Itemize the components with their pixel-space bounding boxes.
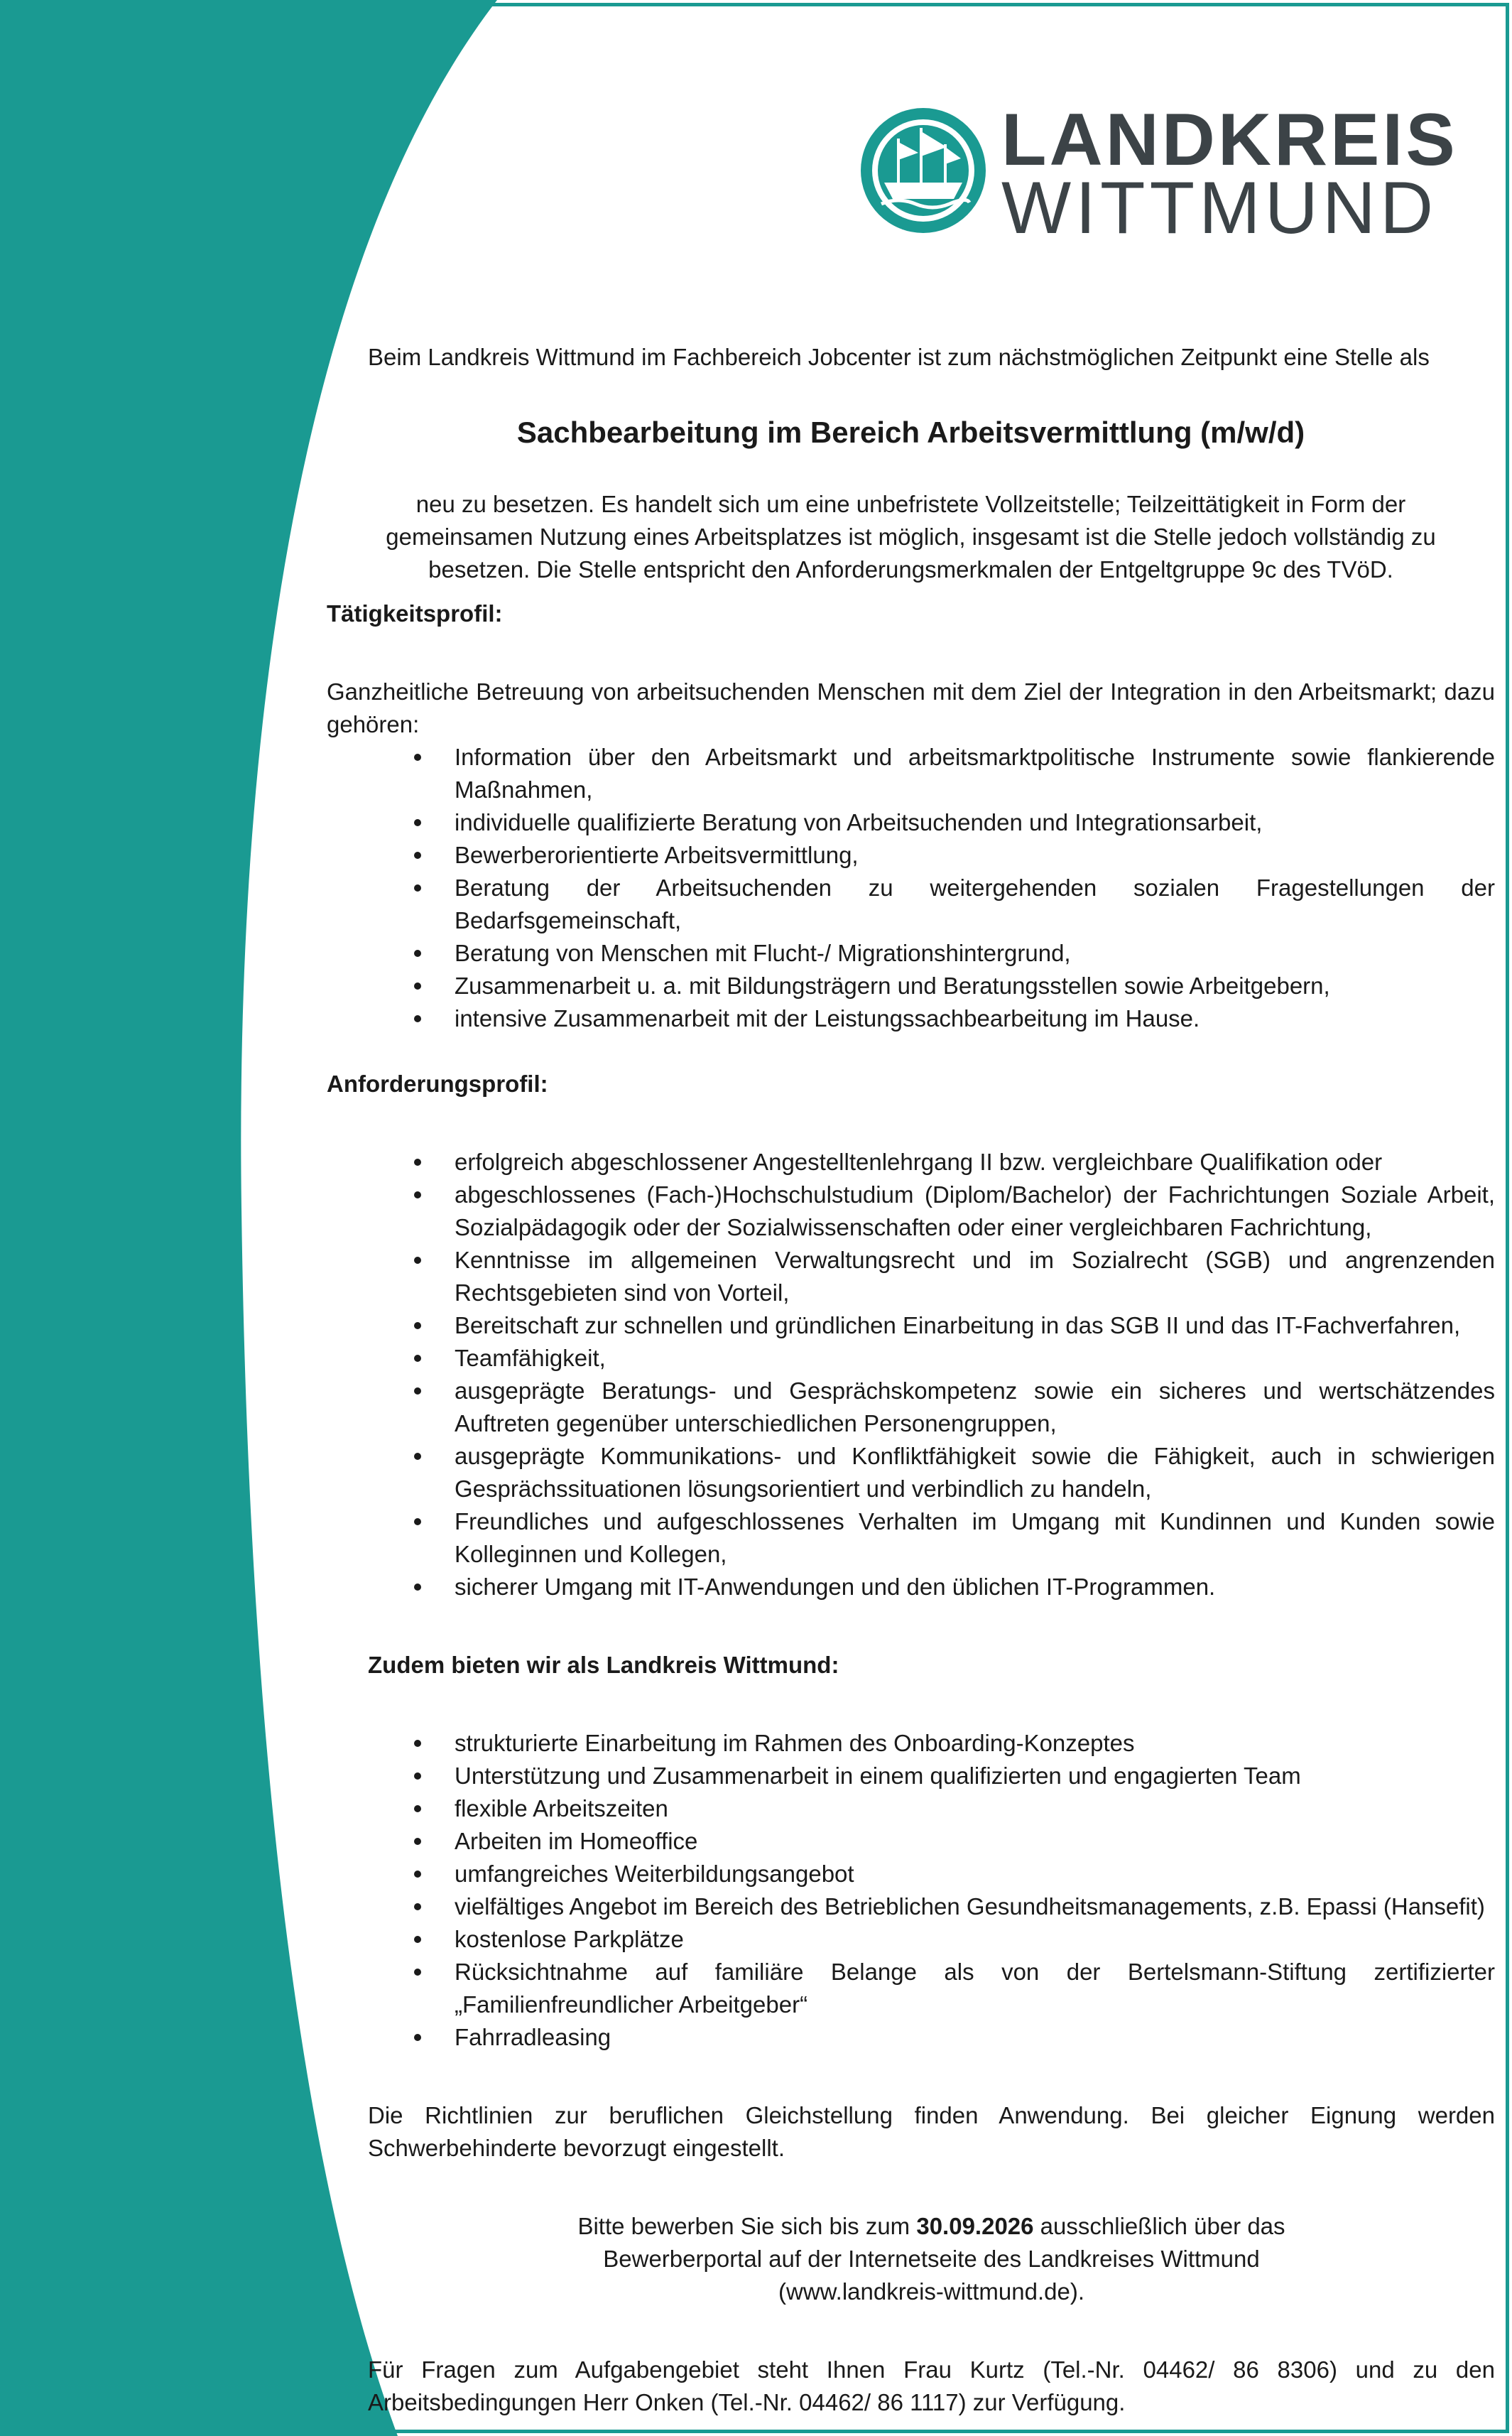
job-title: Sachbearbeitung im Bereich Arbeitsvermittlung (m/w/d)	[516, 416, 1305, 449]
list-item: Teamfähigkeit,	[327, 1342, 1495, 1375]
landkreis-logo	[856, 99, 1458, 249]
list-item: Information über den Arbeitsmarkt und arbeitsmarktpolitische Instrumente sowie flankierende Maßnahmen,	[327, 741, 1495, 806]
angebot-heading: Zudem bieten wir als Landkreis Wittmund:	[368, 1652, 839, 1678]
list-item: vielfältiges Angebot im Bereich des Betrieblichen Gesundheitsmanagements, z.B. Epassi (Hansefit)	[327, 1890, 1495, 1923]
bewerbung-text-before: Bitte bewerben Sie sich bis zum	[577, 2213, 917, 2239]
list-item: individuelle qualifizierte Beratung von Arbeitsuchenden und Integrationsarbeit,	[327, 806, 1495, 839]
list-item: Bereitschaft zur schnellen und gründlichen Einarbeitung in das SGB II und das IT-Fachverfahren,	[327, 1309, 1495, 1342]
list-item: flexible Arbeitszeiten	[327, 1792, 1495, 1825]
angebot-list	[327, 1727, 1495, 2054]
intro-text: Beim Landkreis Wittmund im Fachbereich Jobcenter ist zum nächstmöglichen Zeitpunkt eine Stelle als	[368, 344, 1430, 370]
list-item: Zusammenarbeit u. a. mit Bildungsträgern und Beratungsstellen sowie Arbeitgebern,	[327, 970, 1495, 1002]
list-item: Beratung der Arbeitsuchenden zu weitergehenden sozialen Fragestellungen der Bedarfsgemeinschaft,	[327, 872, 1495, 937]
list-item: strukturierte Einarbeitung im Rahmen des Onboarding-Konzeptes	[327, 1727, 1495, 1760]
taetigkeitsprofil-list	[327, 741, 1495, 1035]
logo-line-wittmund: WITTMUND	[1001, 167, 1438, 249]
list-item: ausgeprägte Kommunikations- und Konfliktfähigkeit sowie die Fähigkeit, auch in schwierigen Gesprächssituationen lösungsorientiert und verbindlich zu handeln,	[327, 1440, 1495, 1505]
bewerbung-block	[327, 2210, 1495, 2308]
list-item: Unterstützung und Zusammenarbeit in einem qualifizierten und engagierten Team	[327, 1760, 1495, 1792]
list-item: erfolgreich abgeschlossener Angestelltenlehrgang II bzw. vergleichbare Qualifikation oder	[327, 1146, 1495, 1179]
list-item: kostenlose Parkplätze	[327, 1923, 1495, 1956]
list-item: ausgeprägte Beratungs- und Gesprächskompetenz sowie ein sicheres und wertschätzendes Auftreten gegenüber unterschiedlichen Personengruppen,	[327, 1375, 1495, 1440]
logo-line-landkreis: LANDKREIS	[1001, 99, 1458, 181]
job-posting	[327, 341, 1495, 2419]
list-item: Beratung von Menschen mit Flucht-/ Migrationshintergrund,	[327, 937, 1495, 970]
taetigkeitsprofil-heading: Tätigkeitsprofil:	[327, 600, 503, 627]
bewerbung-deadline: 30.09.2026	[916, 2213, 1034, 2239]
list-item: Arbeiten im Homeoffice	[327, 1825, 1495, 1858]
list-item: Fahrradleasing	[327, 2021, 1495, 2054]
kontakt-text: Für Fragen zum Aufgabengebiet steht Ihnen Frau Kurtz (Tel.-Nr. 04462/ 86 8306) und zu den Arbeitsbedingungen Herr Onken (Tel.-Nr. 04462/ 86 1117) zur Verfügung.	[368, 2356, 1495, 2415]
bewerbung-website: (www.landkreis-wittmund.de).	[778, 2278, 1084, 2305]
list-item: sicherer Umgang mit IT-Anwendungen und den üblichen IT-Programmen.	[327, 1571, 1495, 1603]
anforderungsprofil-list	[327, 1146, 1495, 1603]
list-item: umfangreiches Weiterbildungsangebot	[327, 1858, 1495, 1890]
ship-emblem-icon	[856, 103, 991, 238]
list-item: Bewerberorientierte Arbeitsvermittlung,	[327, 839, 1495, 872]
anforderungsprofil-heading: Anforderungsprofil:	[327, 1071, 548, 1097]
taetigkeitsprofil-lead: Ganzheitliche Betreuung von arbeitsuchenden Menschen mit dem Ziel der Integration in den Arbeitsmarkt; dazu gehören:	[327, 678, 1495, 737]
gleichstellung-text: Die Richtlinien zur beruflichen Gleichstellung finden Anwendung. Bei gleicher Eignung werden Schwerbehinderte bevorzugt eingestellt.	[368, 2102, 1495, 2161]
list-item: intensive Zusammenarbeit mit der Leistungssachbearbeitung im Hause.	[327, 1002, 1495, 1035]
list-item: abgeschlossenes (Fach-)Hochschulstudium (Diplom/Bachelor) der Fachrichtungen Soziale Arbeit, Sozialpädagogik oder der Sozialwissenschaften oder einer vergleichbaren Fachrichtung,	[327, 1179, 1495, 1244]
bewerbung-text-after: ausschließlich über das	[1033, 2213, 1285, 2239]
list-item: Kenntnisse im allgemeinen Verwaltungsrecht und im Sozialrecht (SGB) und angrenzenden Rechtsgebieten sind von Vorteil,	[327, 1244, 1495, 1309]
list-item: Rücksichtnahme auf familiäre Belange als von der Bertelsmann-Stiftung zertifizierter „Familienfreundlicher Arbeitgeber“	[327, 1956, 1495, 2021]
list-item: Freundliches und aufgeschlossenes Verhalten im Umgang mit Kundinnen und Kunden sowie Kolleginnen und Kollegen,	[327, 1505, 1495, 1571]
bewerbung-line2: Bewerberportal auf der Internetseite des Landkreises Wittmund	[603, 2246, 1260, 2272]
description-text: neu zu besetzen. Es handelt sich um eine unbefristete Vollzeitstelle; Teilzeittätigkeit in Form der gemeinsamen Nutzung eines Arbeitsplatzes ist möglich, insgesamt ist die Stelle jedoch vollständig zu besetzen. Die Stelle entspricht den Anforderungsmerkmalen der Entgeltgruppe 9c des TVöD.	[386, 491, 1436, 583]
